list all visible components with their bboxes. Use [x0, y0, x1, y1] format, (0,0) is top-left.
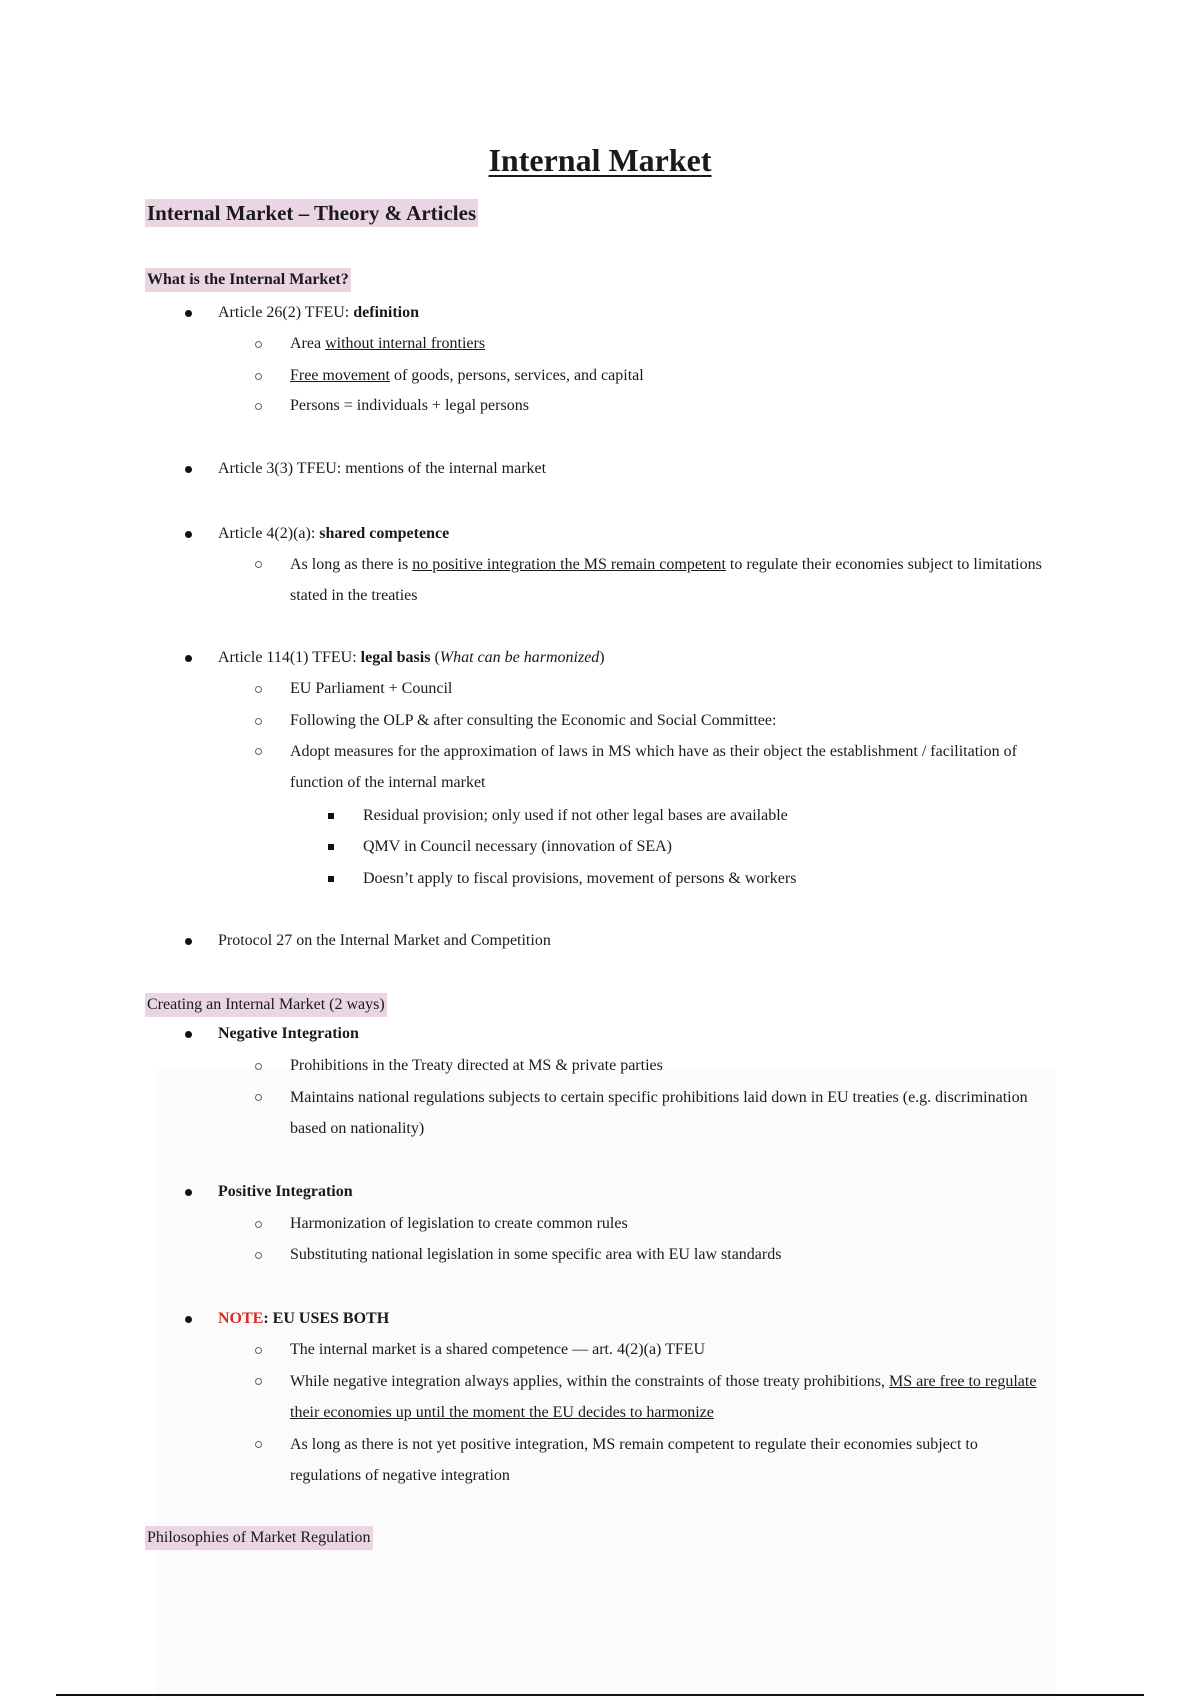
- bullet-icon: [185, 938, 192, 945]
- circle-bullet-icon: [255, 341, 262, 348]
- list-item: Article 4(2)(a): shared competence: [218, 523, 449, 545]
- bullet-icon: [185, 466, 192, 473]
- list-item: As long as there is not yet positive integration, MS remain competent to regulate their economies subject to regulations of negative integration: [290, 1429, 1050, 1491]
- list-item: Residual provision; only used if not other legal bases are available: [363, 805, 788, 827]
- circle-bullet-icon: [255, 1441, 262, 1448]
- circle-bullet-icon: [255, 373, 262, 380]
- list-item: Harmonization of legislation to create common rules: [290, 1213, 628, 1235]
- circle-bullet-icon: [255, 748, 262, 755]
- list-item: Article 3(3) TFEU: mentions of the internal market: [218, 458, 546, 480]
- list-item: NOTE: EU USES BOTH: [218, 1308, 389, 1330]
- bullet-icon: [185, 1316, 192, 1323]
- circle-bullet-icon: [255, 1094, 262, 1101]
- list-item: Article 114(1) TFEU: legal basis (What can be harmonized): [218, 647, 605, 669]
- circle-bullet-icon: [255, 561, 262, 568]
- square-bullet-icon: [328, 876, 334, 882]
- list-item: Positive Integration: [218, 1181, 353, 1203]
- circle-bullet-icon: [255, 1063, 262, 1070]
- square-bullet-icon: [328, 813, 334, 819]
- list-item: As long as there is no positive integration the MS remain competent to regulate their economies subject to limitations stated in the treaties: [290, 549, 1050, 611]
- bullet-icon: [185, 310, 192, 317]
- circle-bullet-icon: [255, 403, 262, 410]
- bullet-icon: [185, 655, 192, 662]
- list-item: Maintains national regulations subjects to certain specific prohibitions laid down in EU treaties (e.g. discrimination based on nationality): [290, 1082, 1050, 1144]
- list-item: Adopt measures for the approximation of laws in MS which have as their object the establishment / facilitation of function of the internal market: [290, 736, 1050, 798]
- list-item: The internal market is a shared competence — art. 4(2)(a) TFEU: [290, 1339, 705, 1361]
- circle-bullet-icon: [255, 1378, 262, 1385]
- bullet-icon: [185, 1189, 192, 1196]
- page-divider: [56, 1694, 1144, 1696]
- list-item: QMV in Council necessary (innovation of SEA): [363, 836, 672, 858]
- list-item: Article 26(2) TFEU: definition: [218, 302, 419, 324]
- list-item: Persons = individuals + legal persons: [290, 395, 529, 417]
- square-bullet-icon: [328, 844, 334, 850]
- list-item: Doesn’t apply to fiscal provisions, movement of persons & workers: [363, 868, 796, 890]
- subsection-heading: Creating an Internal Market (2 ways): [145, 993, 387, 1017]
- list-item: EU Parliament + Council: [290, 678, 452, 700]
- list-item: While negative integration always applies, within the constraints of those treaty prohibitions, MS are free to regulate their economies up until the moment the EU decides to harmonize: [290, 1366, 1050, 1428]
- list-item: Area without internal frontiers: [290, 333, 485, 355]
- subsection-heading: What is the Internal Market?: [145, 268, 351, 292]
- circle-bullet-icon: [255, 1221, 262, 1228]
- list-item: Protocol 27 on the Internal Market and Competition: [218, 930, 551, 952]
- page-title: Internal Market: [488, 142, 712, 178]
- list-item: Substituting national legislation in some specific area with EU law standards: [290, 1244, 781, 1266]
- subsection-heading: Philosophies of Market Regulation: [145, 1526, 373, 1550]
- circle-bullet-icon: [255, 718, 262, 725]
- list-item: Free movement of goods, persons, services, and capital: [290, 365, 644, 387]
- bullet-icon: [185, 1031, 192, 1038]
- list-item: Following the OLP & after consulting the Economic and Social Committee:: [290, 710, 776, 732]
- list-item: Negative Integration: [218, 1023, 359, 1045]
- circle-bullet-icon: [255, 1252, 262, 1259]
- circle-bullet-icon: [255, 686, 262, 693]
- circle-bullet-icon: [255, 1347, 262, 1354]
- section-heading: Internal Market – Theory & Articles: [147, 201, 477, 225]
- list-item: Prohibitions in the Treaty directed at MS & private parties: [290, 1055, 663, 1077]
- bullet-icon: [185, 531, 192, 538]
